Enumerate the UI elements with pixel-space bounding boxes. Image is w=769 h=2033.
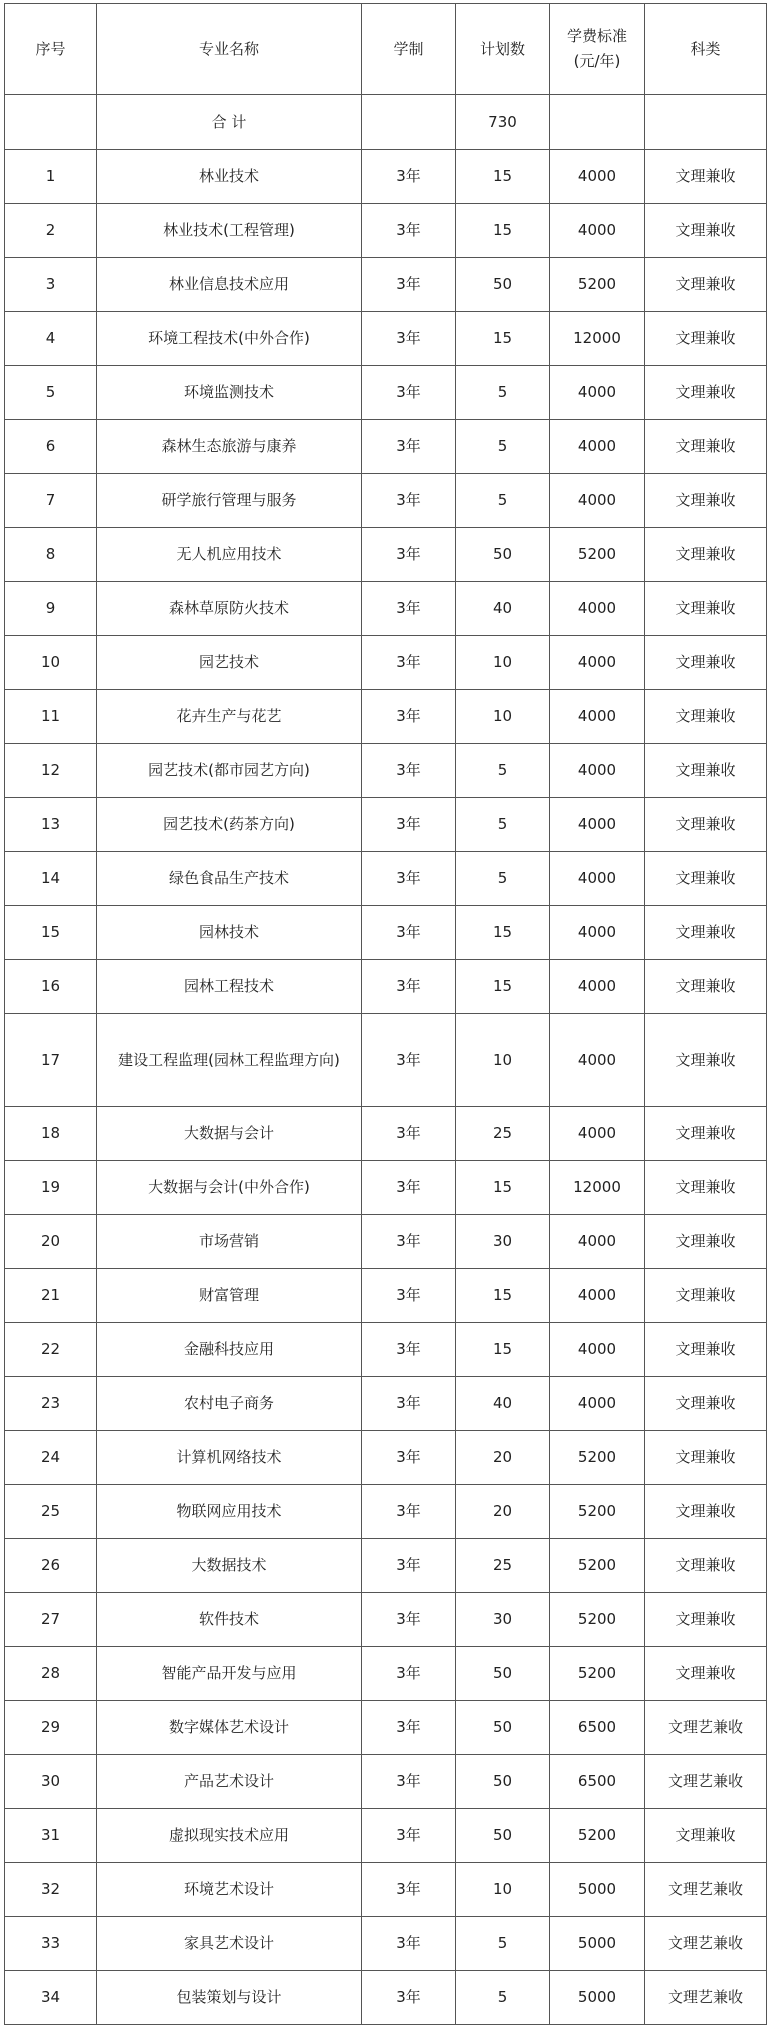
cell-major: 绿色食品生产技术: [97, 852, 362, 906]
cell-category: 文理兼收: [645, 474, 767, 528]
cell-duration: 3年: [362, 1593, 456, 1647]
cell-major: 智能产品开发与应用: [97, 1647, 362, 1701]
table-row: [5, 528, 767, 582]
cell-index: 4: [5, 312, 97, 366]
header-row: [5, 4, 767, 95]
cell-plan: 50: [456, 1809, 550, 1863]
table-row: [5, 1917, 767, 1971]
cell-duration: 3年: [362, 474, 456, 528]
cell-duration: 3年: [362, 1431, 456, 1485]
cell-major: 无人机应用技术: [97, 528, 362, 582]
table-row: [5, 1377, 767, 1431]
cell-major: 园艺技术(药茶方向): [97, 798, 362, 852]
cell-index: 9: [5, 582, 97, 636]
cell-major: 大数据与会计(中外合作): [97, 1161, 362, 1215]
table-row: [5, 960, 767, 1014]
cell-index: 16: [5, 960, 97, 1014]
cell-index: 23: [5, 1377, 97, 1431]
cell-tuition: 5200: [550, 1647, 645, 1701]
cell-index: 21: [5, 1269, 97, 1323]
table-row: [5, 582, 767, 636]
table-row: [5, 474, 767, 528]
summary-row: [5, 95, 767, 150]
cell-plan: 15: [456, 312, 550, 366]
cell-plan: 5: [456, 1971, 550, 2025]
cell-category: 文理兼收: [645, 690, 767, 744]
cell-tuition: 4000: [550, 1269, 645, 1323]
cell-tuition: 12000: [550, 312, 645, 366]
cell-major: 研学旅行管理与服务: [97, 474, 362, 528]
cell-plan: 40: [456, 1377, 550, 1431]
cell-index: 7: [5, 474, 97, 528]
cell-tuition: 6500: [550, 1701, 645, 1755]
cell-major: 花卉生产与花艺: [97, 690, 362, 744]
cell-major: 林业技术: [97, 150, 362, 204]
cell-major: 园林工程技术: [97, 960, 362, 1014]
cell-plan: 10: [456, 1863, 550, 1917]
cell-tuition: 4000: [550, 474, 645, 528]
cell-index: 20: [5, 1215, 97, 1269]
summary-tuition-cell: [550, 95, 645, 150]
cell-index: 8: [5, 528, 97, 582]
cell-major: 虚拟现实技术应用: [97, 1809, 362, 1863]
cell-tuition: 5000: [550, 1863, 645, 1917]
table-row: [5, 690, 767, 744]
cell-major: 金融科技应用: [97, 1323, 362, 1377]
summary-duration-cell: [362, 95, 456, 150]
cell-tuition: 5200: [550, 1593, 645, 1647]
table-row: [5, 1431, 767, 1485]
header-tuition-line2: (元/年): [573, 52, 621, 70]
table-row: [5, 1107, 767, 1161]
cell-category: 文理兼收: [645, 1593, 767, 1647]
cell-tuition: 4000: [550, 1107, 645, 1161]
cell-tuition: 4000: [550, 690, 645, 744]
cell-index: 28: [5, 1647, 97, 1701]
cell-duration: 3年: [362, 1014, 456, 1107]
cell-category: 文理艺兼收: [645, 1971, 767, 2025]
cell-duration: 3年: [362, 528, 456, 582]
cell-tuition: 4000: [550, 1215, 645, 1269]
cell-duration: 3年: [362, 744, 456, 798]
table-row: [5, 1269, 767, 1323]
cell-duration: 3年: [362, 1215, 456, 1269]
table-row: [5, 1485, 767, 1539]
cell-tuition: 4000: [550, 150, 645, 204]
cell-major: 建设工程监理(园林工程监理方向): [97, 1014, 362, 1107]
header-plan: 计划数: [456, 4, 550, 95]
cell-tuition: 12000: [550, 1161, 645, 1215]
cell-index: 1: [5, 150, 97, 204]
cell-major: 计算机网络技术: [97, 1431, 362, 1485]
cell-category: 文理兼收: [645, 1215, 767, 1269]
cell-tuition: 4000: [550, 204, 645, 258]
table-row: [5, 906, 767, 960]
table-row: [5, 1809, 767, 1863]
table-row: [5, 636, 767, 690]
cell-major: 园林技术: [97, 906, 362, 960]
table-row: [5, 150, 767, 204]
cell-index: 30: [5, 1755, 97, 1809]
cell-duration: 3年: [362, 1485, 456, 1539]
cell-index: 33: [5, 1917, 97, 1971]
cell-tuition: 5200: [550, 1539, 645, 1593]
table-row: [5, 1647, 767, 1701]
cell-plan: 5: [456, 1917, 550, 1971]
cell-tuition: 4000: [550, 1014, 645, 1107]
cell-duration: 3年: [362, 1755, 456, 1809]
cell-tuition: 5200: [550, 1809, 645, 1863]
cell-tuition: 4000: [550, 582, 645, 636]
cell-duration: 3年: [362, 906, 456, 960]
cell-category: 文理兼收: [645, 1539, 767, 1593]
cell-major: 环境监测技术: [97, 366, 362, 420]
cell-category: 文理兼收: [645, 1107, 767, 1161]
cell-major: 林业信息技术应用: [97, 258, 362, 312]
cell-duration: 3年: [362, 420, 456, 474]
cell-category: 文理兼收: [645, 906, 767, 960]
cell-category: 文理兼收: [645, 204, 767, 258]
cell-tuition: 4000: [550, 852, 645, 906]
cell-index: 17: [5, 1014, 97, 1107]
cell-category: 文理兼收: [645, 960, 767, 1014]
cell-plan: 25: [456, 1539, 550, 1593]
cell-plan: 5: [456, 744, 550, 798]
cell-major: 家具艺术设计: [97, 1917, 362, 1971]
cell-duration: 3年: [362, 1539, 456, 1593]
summary-plan-total: 730: [456, 95, 550, 150]
cell-major: 森林草原防火技术: [97, 582, 362, 636]
cell-index: 12: [5, 744, 97, 798]
cell-duration: 3年: [362, 1377, 456, 1431]
table-row: [5, 1323, 767, 1377]
cell-plan: 20: [456, 1431, 550, 1485]
summary-index-cell: [5, 95, 97, 150]
cell-tuition: 5000: [550, 1971, 645, 2025]
cell-major: 产品艺术设计: [97, 1755, 362, 1809]
cell-plan: 5: [456, 852, 550, 906]
cell-duration: 3年: [362, 1647, 456, 1701]
cell-category: 文理兼收: [645, 366, 767, 420]
cell-duration: 3年: [362, 1917, 456, 1971]
cell-tuition: 5200: [550, 528, 645, 582]
table-row: [5, 204, 767, 258]
cell-duration: 3年: [362, 366, 456, 420]
table-row: [5, 312, 767, 366]
table-row: [5, 420, 767, 474]
cell-major: 数字媒体艺术设计: [97, 1701, 362, 1755]
cell-major: 园艺技术: [97, 636, 362, 690]
cell-category: 文理兼收: [645, 150, 767, 204]
table-row: [5, 1539, 767, 1593]
cell-index: 18: [5, 1107, 97, 1161]
table-row: [5, 366, 767, 420]
cell-major: 园艺技术(都市园艺方向): [97, 744, 362, 798]
cell-plan: 5: [456, 366, 550, 420]
cell-category: 文理兼收: [645, 258, 767, 312]
cell-index: 2: [5, 204, 97, 258]
cell-plan: 30: [456, 1593, 550, 1647]
cell-index: 34: [5, 1971, 97, 2025]
cell-major: 大数据与会计: [97, 1107, 362, 1161]
cell-plan: 15: [456, 906, 550, 960]
cell-major: 财富管理: [97, 1269, 362, 1323]
cell-major: 林业技术(工程管理): [97, 204, 362, 258]
cell-major: 物联网应用技术: [97, 1485, 362, 1539]
cell-index: 22: [5, 1323, 97, 1377]
cell-category: 文理兼收: [645, 636, 767, 690]
cell-plan: 25: [456, 1107, 550, 1161]
table-row: [5, 1593, 767, 1647]
cell-category: 文理兼收: [645, 1014, 767, 1107]
cell-category: 文理兼收: [645, 1485, 767, 1539]
cell-duration: 3年: [362, 258, 456, 312]
cell-category: 文理兼收: [645, 1809, 767, 1863]
cell-index: 26: [5, 1539, 97, 1593]
cell-tuition: 4000: [550, 798, 645, 852]
cell-duration: 3年: [362, 960, 456, 1014]
cell-plan: 5: [456, 420, 550, 474]
table-row: [5, 1215, 767, 1269]
summary-category-cell: [645, 95, 767, 150]
header-tuition: [550, 4, 645, 95]
cell-category: 文理艺兼收: [645, 1755, 767, 1809]
cell-tuition: 4000: [550, 1323, 645, 1377]
table-row: [5, 744, 767, 798]
cell-index: 13: [5, 798, 97, 852]
cell-index: 11: [5, 690, 97, 744]
cell-index: 19: [5, 1161, 97, 1215]
cell-plan: 50: [456, 1647, 550, 1701]
cell-category: 文理艺兼收: [645, 1863, 767, 1917]
cell-category: 文理兼收: [645, 1647, 767, 1701]
cell-category: 文理艺兼收: [645, 1917, 767, 1971]
cell-plan: 50: [456, 1701, 550, 1755]
cell-tuition: 5200: [550, 258, 645, 312]
cell-index: 29: [5, 1701, 97, 1755]
cell-plan: 15: [456, 1161, 550, 1215]
cell-plan: 10: [456, 1014, 550, 1107]
cell-category: 文理兼收: [645, 1269, 767, 1323]
cell-plan: 5: [456, 474, 550, 528]
summary-label: 合 计: [97, 95, 362, 150]
cell-tuition: 4000: [550, 420, 645, 474]
cell-index: 31: [5, 1809, 97, 1863]
cell-index: 15: [5, 906, 97, 960]
table-row: [5, 1161, 767, 1215]
cell-duration: 3年: [362, 798, 456, 852]
cell-tuition: 4000: [550, 906, 645, 960]
cell-index: 24: [5, 1431, 97, 1485]
table-row: [5, 1971, 767, 2025]
cell-duration: 3年: [362, 1269, 456, 1323]
cell-duration: 3年: [362, 582, 456, 636]
cell-duration: 3年: [362, 852, 456, 906]
table-row: [5, 1014, 767, 1107]
cell-major: 市场营销: [97, 1215, 362, 1269]
cell-category: 文理兼收: [645, 744, 767, 798]
cell-category: 文理兼收: [645, 798, 767, 852]
cell-major: 森林生态旅游与康养: [97, 420, 362, 474]
cell-plan: 40: [456, 582, 550, 636]
cell-index: 32: [5, 1863, 97, 1917]
cell-index: 14: [5, 852, 97, 906]
table-row: [5, 852, 767, 906]
cell-major: 环境工程技术(中外合作): [97, 312, 362, 366]
table-row: [5, 1701, 767, 1755]
cell-major: 大数据技术: [97, 1539, 362, 1593]
cell-category: 文理艺兼收: [645, 1701, 767, 1755]
cell-duration: 3年: [362, 150, 456, 204]
cell-plan: 15: [456, 150, 550, 204]
cell-duration: 3年: [362, 1701, 456, 1755]
cell-duration: 3年: [362, 1161, 456, 1215]
cell-category: 文理兼收: [645, 1431, 767, 1485]
cell-duration: 3年: [362, 636, 456, 690]
cell-category: 文理兼收: [645, 420, 767, 474]
cell-plan: 15: [456, 1323, 550, 1377]
cell-tuition: 4000: [550, 744, 645, 798]
cell-tuition: 4000: [550, 960, 645, 1014]
cell-plan: 5: [456, 798, 550, 852]
cell-plan: 20: [456, 1485, 550, 1539]
table-body: [5, 4, 767, 2025]
header-duration: 学制: [362, 4, 456, 95]
enrollment-plan-table: [4, 3, 767, 2025]
header-category: 科类: [645, 4, 767, 95]
table-row: [5, 1755, 767, 1809]
cell-category: 文理兼收: [645, 528, 767, 582]
cell-tuition: 6500: [550, 1755, 645, 1809]
cell-duration: 3年: [362, 1323, 456, 1377]
cell-duration: 3年: [362, 204, 456, 258]
cell-duration: 3年: [362, 1971, 456, 2025]
cell-plan: 15: [456, 204, 550, 258]
cell-tuition: 4000: [550, 636, 645, 690]
cell-major: 环境艺术设计: [97, 1863, 362, 1917]
cell-major: 包装策划与设计: [97, 1971, 362, 2025]
cell-tuition: 4000: [550, 1377, 645, 1431]
cell-plan: 15: [456, 960, 550, 1014]
cell-tuition: 5200: [550, 1431, 645, 1485]
header-major: 专业名称: [97, 4, 362, 95]
cell-duration: 3年: [362, 690, 456, 744]
cell-duration: 3年: [362, 1809, 456, 1863]
cell-category: 文理兼收: [645, 312, 767, 366]
cell-category: 文理兼收: [645, 852, 767, 906]
table-row: [5, 1863, 767, 1917]
cell-index: 3: [5, 258, 97, 312]
cell-major: 软件技术: [97, 1593, 362, 1647]
table-row: [5, 798, 767, 852]
cell-category: 文理兼收: [645, 1323, 767, 1377]
cell-index: 27: [5, 1593, 97, 1647]
cell-tuition: 5200: [550, 1485, 645, 1539]
cell-plan: 10: [456, 636, 550, 690]
cell-plan: 50: [456, 1755, 550, 1809]
cell-index: 25: [5, 1485, 97, 1539]
cell-duration: 3年: [362, 1863, 456, 1917]
cell-index: 6: [5, 420, 97, 474]
cell-tuition: 5000: [550, 1917, 645, 1971]
cell-plan: 50: [456, 528, 550, 582]
cell-plan: 30: [456, 1215, 550, 1269]
header-index: 序号: [5, 4, 97, 95]
header-tuition-line1: 学费标准: [566, 27, 627, 45]
cell-duration: 3年: [362, 1107, 456, 1161]
cell-plan: 10: [456, 690, 550, 744]
cell-index: 10: [5, 636, 97, 690]
cell-tuition: 4000: [550, 366, 645, 420]
cell-category: 文理兼收: [645, 582, 767, 636]
cell-duration: 3年: [362, 312, 456, 366]
cell-major: 农村电子商务: [97, 1377, 362, 1431]
cell-category: 文理兼收: [645, 1377, 767, 1431]
cell-index: 5: [5, 366, 97, 420]
table-row: [5, 258, 767, 312]
cell-plan: 15: [456, 1269, 550, 1323]
cell-plan: 50: [456, 258, 550, 312]
cell-category: 文理兼收: [645, 1161, 767, 1215]
